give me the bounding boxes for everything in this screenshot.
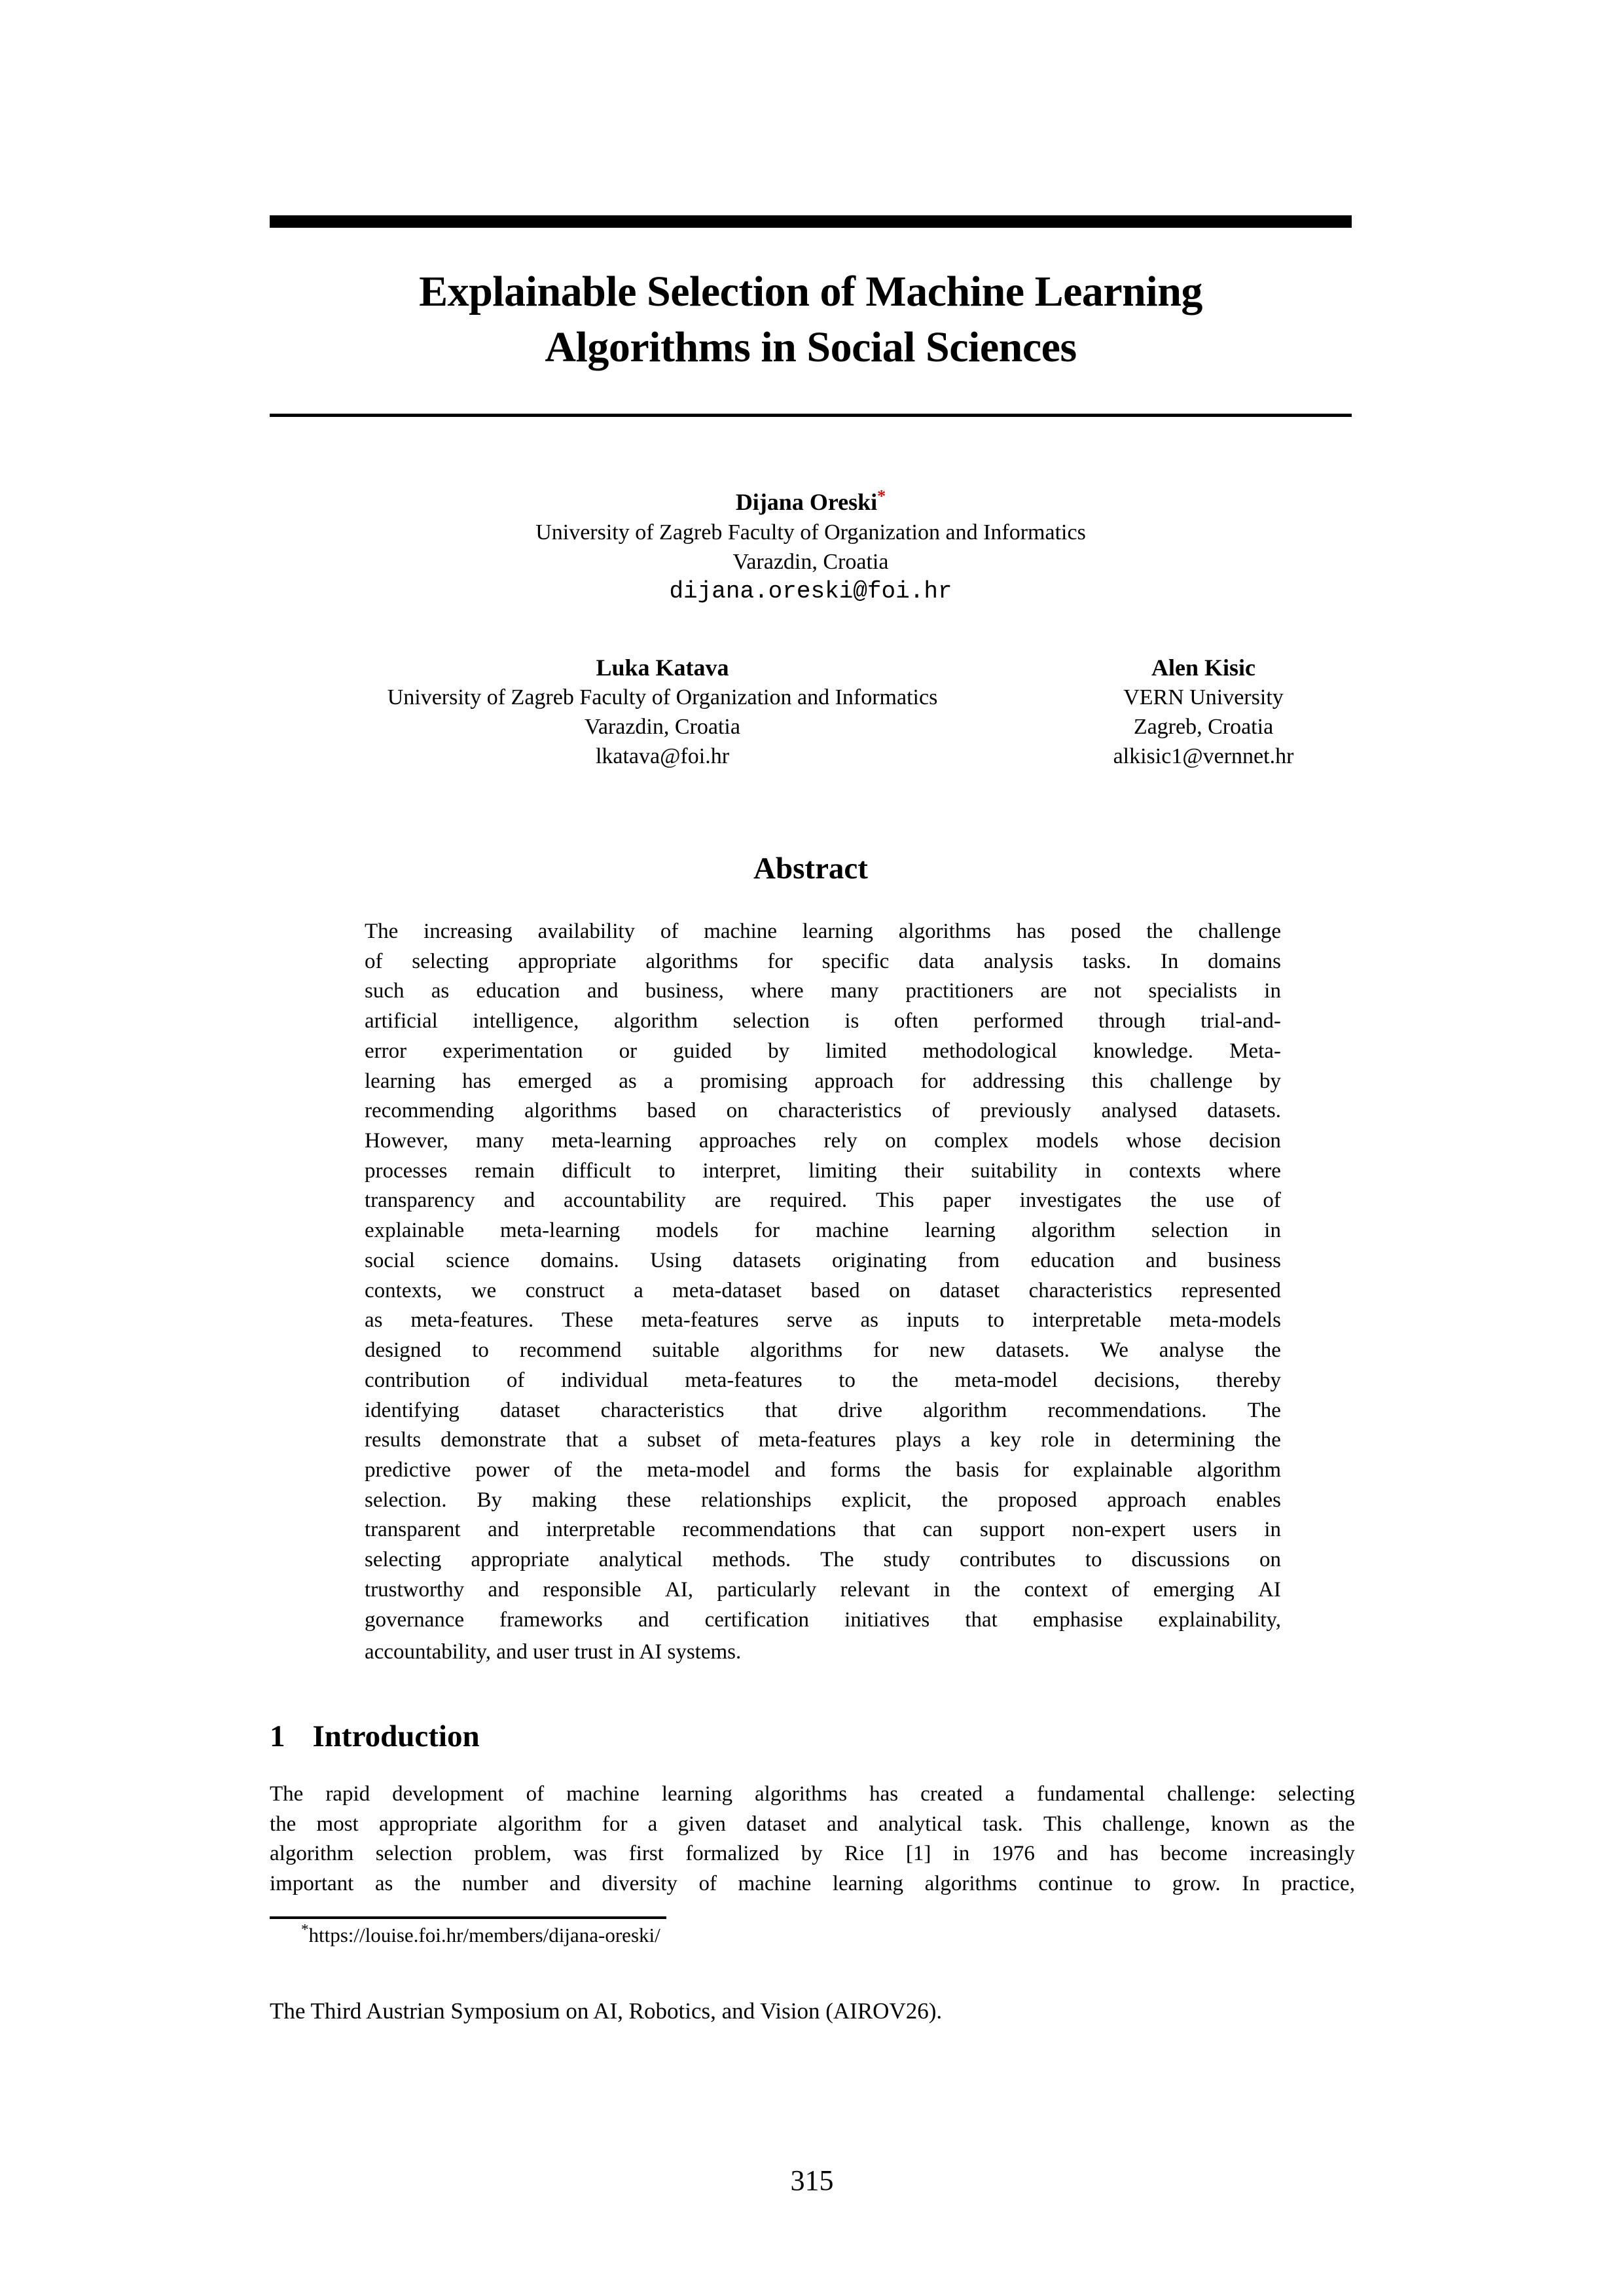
author-affiliation: University of Zagreb Faculty of Organization and Informatics — [535, 520, 1086, 545]
text-line: explainable meta-learning models for machine learning algorithm selection in — [365, 1219, 1281, 1243]
author-name: Alen Kisic — [1151, 655, 1255, 681]
text-line: designed to recommend suitable algorithms for new datasets. We analyse the — [365, 1338, 1281, 1363]
footnote — [270, 1922, 1355, 1949]
footnote-rule — [270, 1916, 666, 1919]
text-line: artificial intelligence, algorithm selection is often performed through trial-and- — [365, 1009, 1281, 1033]
text-line: contexts, we construct a meta-dataset based on dataset characteristics represented — [365, 1278, 1281, 1302]
text-line: important as the number and diversity of machine learning algorithms continue to grow. In practice, — [270, 1872, 1355, 1896]
author-affiliation: VERN University — [1123, 685, 1284, 709]
author-thanks-mark: * — [877, 486, 886, 506]
footnote-url-link[interactable]: https://louise.foi.hr/members/dijana-oreski/ — [308, 1924, 660, 1946]
text-line: However, many meta-learning approaches rely on complex models whose decision — [365, 1129, 1281, 1153]
author-email: dijana.oreski@foi.hr — [669, 578, 952, 605]
text-line: The increasing availability of machine learning algorithms has posed the challenge — [365, 920, 1281, 943]
text-line: identifying dataset characteristics that drive algorithm recommendations. The — [365, 1398, 1281, 1422]
abstract-text — [365, 920, 1281, 1668]
title-rule-bottom — [270, 414, 1352, 417]
text-line: learning has emerged as a promising approach for addressing this challenge by — [365, 1069, 1281, 1093]
text-line: recommending algorithms based on characteristics of previously analysed datasets. — [365, 1099, 1281, 1123]
author-city: Zagreb, Croatia — [1133, 715, 1274, 739]
text-line: selection. By making these relationships explicit, the proposed approach enables — [365, 1488, 1281, 1512]
authors-row — [270, 653, 1352, 771]
author-block-2 — [270, 653, 1055, 771]
author-block-lead — [270, 488, 1352, 606]
text-line: algorithm selection problem, was first formalized by Rice [1] in 1976 and has become increasingly — [270, 1842, 1355, 1866]
venue-note: The Third Austrian Symposium on AI, Robotics, and Vision (AIROV26). — [270, 1998, 943, 2024]
section-title: Introduction — [312, 1719, 480, 1753]
text-line: of selecting appropriate algorithms for specific data analysis tasks. In domains — [365, 949, 1281, 973]
author-block-3 — [1055, 653, 1352, 771]
text-line: selecting appropriate analytical methods. The study contributes to discussions on — [365, 1548, 1281, 1572]
section-number: 1 — [270, 1719, 285, 1753]
text-line: results demonstrate that a subset of meta-features plays a key role in determining the — [365, 1428, 1281, 1452]
author-affiliation: University of Zagreb Faculty of Organization and Informatics — [387, 685, 938, 709]
text-line: contribution of individual meta-features to the meta-model decisions, thereby — [365, 1368, 1281, 1392]
text-line: transparency and accountability are required. This paper investigates the use of — [365, 1189, 1281, 1213]
section-heading-introduction — [270, 1719, 1355, 1754]
footnote-marker: * — [301, 1921, 309, 1938]
text-line: processes remain difficult to interpret, limiting their suitability in contexts where — [365, 1158, 1281, 1183]
text-line: social science domains. Using datasets originating from education and business — [365, 1248, 1281, 1272]
abstract-heading: Abstract — [753, 852, 868, 886]
text-line: transparent and interpretable recommendations that can support non-expert users in — [365, 1518, 1281, 1542]
author-email: lkatava@foi.hr — [595, 744, 730, 768]
title-rule-top — [270, 215, 1352, 228]
text-line: such as education and business, where many practitioners are not specialists in — [365, 979, 1281, 1003]
author-city: Varazdin, Croatia — [585, 715, 740, 739]
text-line: accountability, and user trust in AI systems. — [365, 1640, 742, 1664]
author-name: Dijana Oreski — [735, 489, 878, 515]
paper-title-line1: Explainable Selection of Machine Learning — [419, 268, 1202, 315]
text-line: the most appropriate algorithm for a given dataset and analytical task. This challenge, known as the — [270, 1812, 1355, 1836]
author-name: Luka Katava — [596, 655, 729, 681]
paper-title — [270, 264, 1352, 375]
paper-title-line2: Algorithms in Social Sciences — [545, 323, 1077, 371]
author-name-row — [270, 488, 1352, 518]
author-email: alkisic1@vernnet.hr — [1113, 744, 1294, 768]
page-number: 315 — [790, 2164, 834, 2197]
text-line: as meta-features. These meta-features serve as inputs to interpretable meta-models — [365, 1308, 1281, 1333]
text-line: governance frameworks and certification initiatives that emphasise explainability, — [365, 1607, 1281, 1632]
text-line: error experimentation or guided by limited methodological knowledge. Meta- — [365, 1039, 1281, 1063]
text-line: The rapid development of machine learning algorithms has created a fundamental challenge: selecting — [270, 1782, 1355, 1806]
text-line: predictive power of the meta-model and forms the basis for explainable algorithm — [365, 1458, 1281, 1482]
introduction-text — [270, 1782, 1355, 1902]
author-city: Varazdin, Croatia — [732, 550, 889, 574]
text-line: trustworthy and responsible AI, particularly relevant in the context of emerging AI — [365, 1577, 1281, 1602]
